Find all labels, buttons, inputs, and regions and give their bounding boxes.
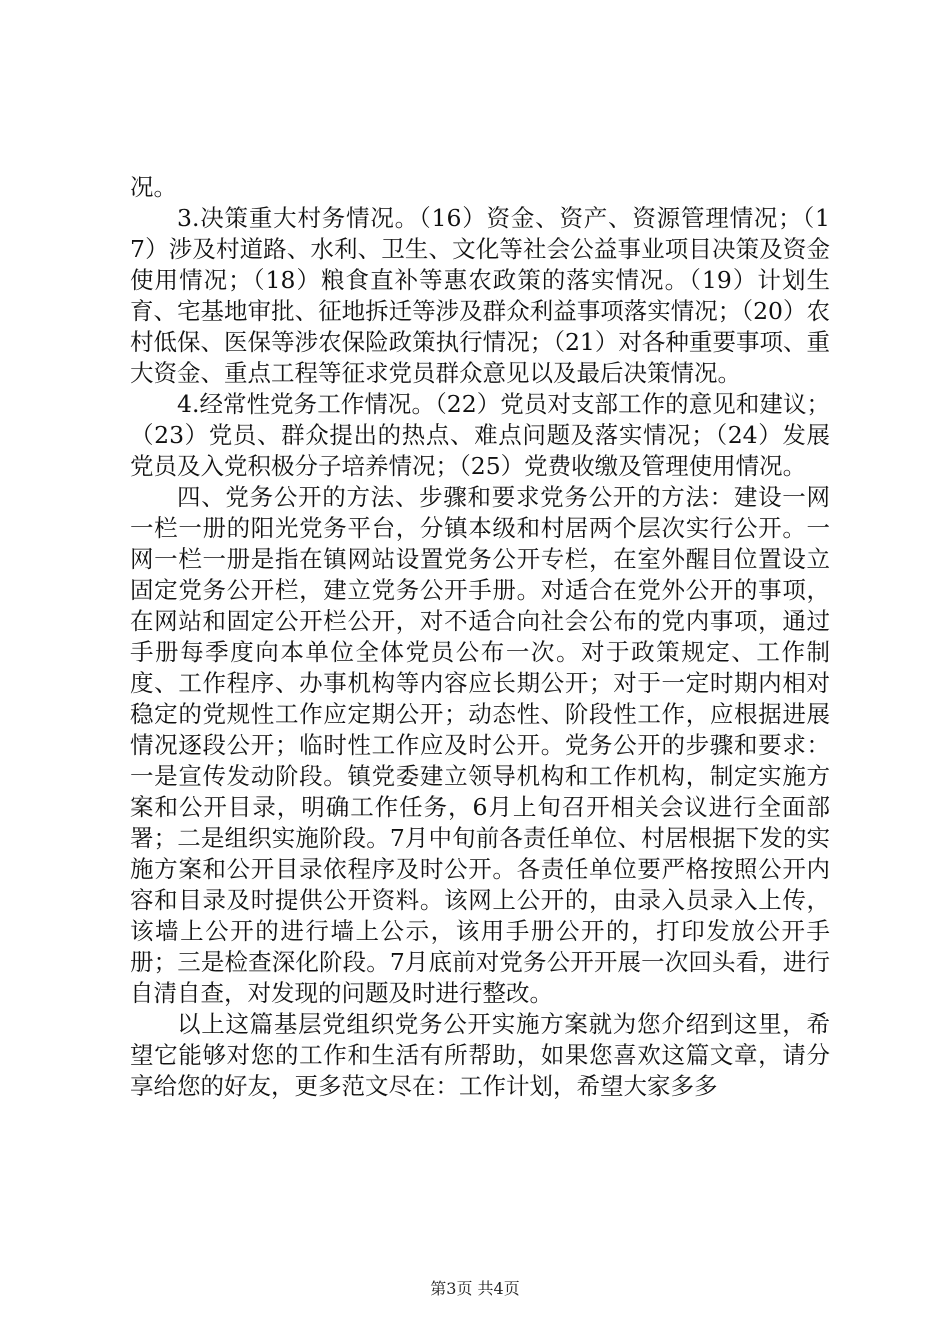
paragraph-continuation: 况。 xyxy=(130,173,177,201)
paragraph-village-decisions: 3.决策重大村务情况。（16）资金、资产、资源管理情况；（17）涉及村道路、水利、卫生、文化等社会公益事业项目决策及资金使用情况；（18）粮食直补等惠农政策的落实情况。（19）计划生育、宅基地审批、征地拆迁等涉及群众利益事项落实情况；（20）农村低保、医保等涉农保险政策执行情况；（21）对各种重要事项、重大资金、重点工程等征求党员群众意见以及最后决策情况。 xyxy=(130,204,830,387)
body-text xyxy=(130,172,830,1102)
paragraph-party-affairs: 4.经常性党务工作情况。（22）党员对支部工作的意见和建议；（23）党员、群众提出的热点、难点问题及落实情况；（24）发展党员及入党积极分子培养情况；（25）党费收缴及管理使用情况。 xyxy=(130,390,830,480)
page-number-footer: 第3页 共4页 xyxy=(430,1279,520,1298)
paragraph-methods-steps: 四、党务公开的方法、步骤和要求党务公开的方法：建设一网一栏一册的阳光党务平台，分镇本级和村居两个层次实行公开。一网一栏一册是指在镇网站设置党务公开专栏，在室外醒目位置设立固定党务公开栏，建立党务公开手册。对适合在党外公开的事项，在网站和固定公开栏公开，对不适合向社会公布的党内事项，通过手册每季度向本单位全体党员公布一次。对于政策规定、工作制度、工作程序、办事机构等内容应长期公开；对于一定时期内相对稳定的党规性工作应定期公开；动态性、阶段性工作，应根据进展情况逐段公开；临时性工作应及时公开。党务公开的步骤和要求：一是宣传发动阶段。镇党委建立领导机构和工作机构，制定实施方案和公开目录，明确工作任务，6月上旬召开相关会议进行全面部署；二是组织实施阶段。7月中旬前各责任单位、村居根据下发的实施方案和公开目录依程序及时公开。各责任单位要严格按照公开内容和目录及时提供公开资料。该网上公开的，由录入员录入上传，该墙上公开的进行墙上公示，该用手册公开的，打印发放公开手册；三是检查深化阶段。7月底前对党务公开开展一次回头看，进行自清自查，对发现的问题及时进行整改。 xyxy=(130,483,830,1007)
paragraph-closing: 以上这篇基层党组织党务公开实施方案就为您介绍到这里，希望它能够对您的工作和生活有所帮助，如果您喜欢这篇文章，请分享给您的好友，更多范文尽在：工作计划，希望大家多多 xyxy=(130,1010,830,1100)
